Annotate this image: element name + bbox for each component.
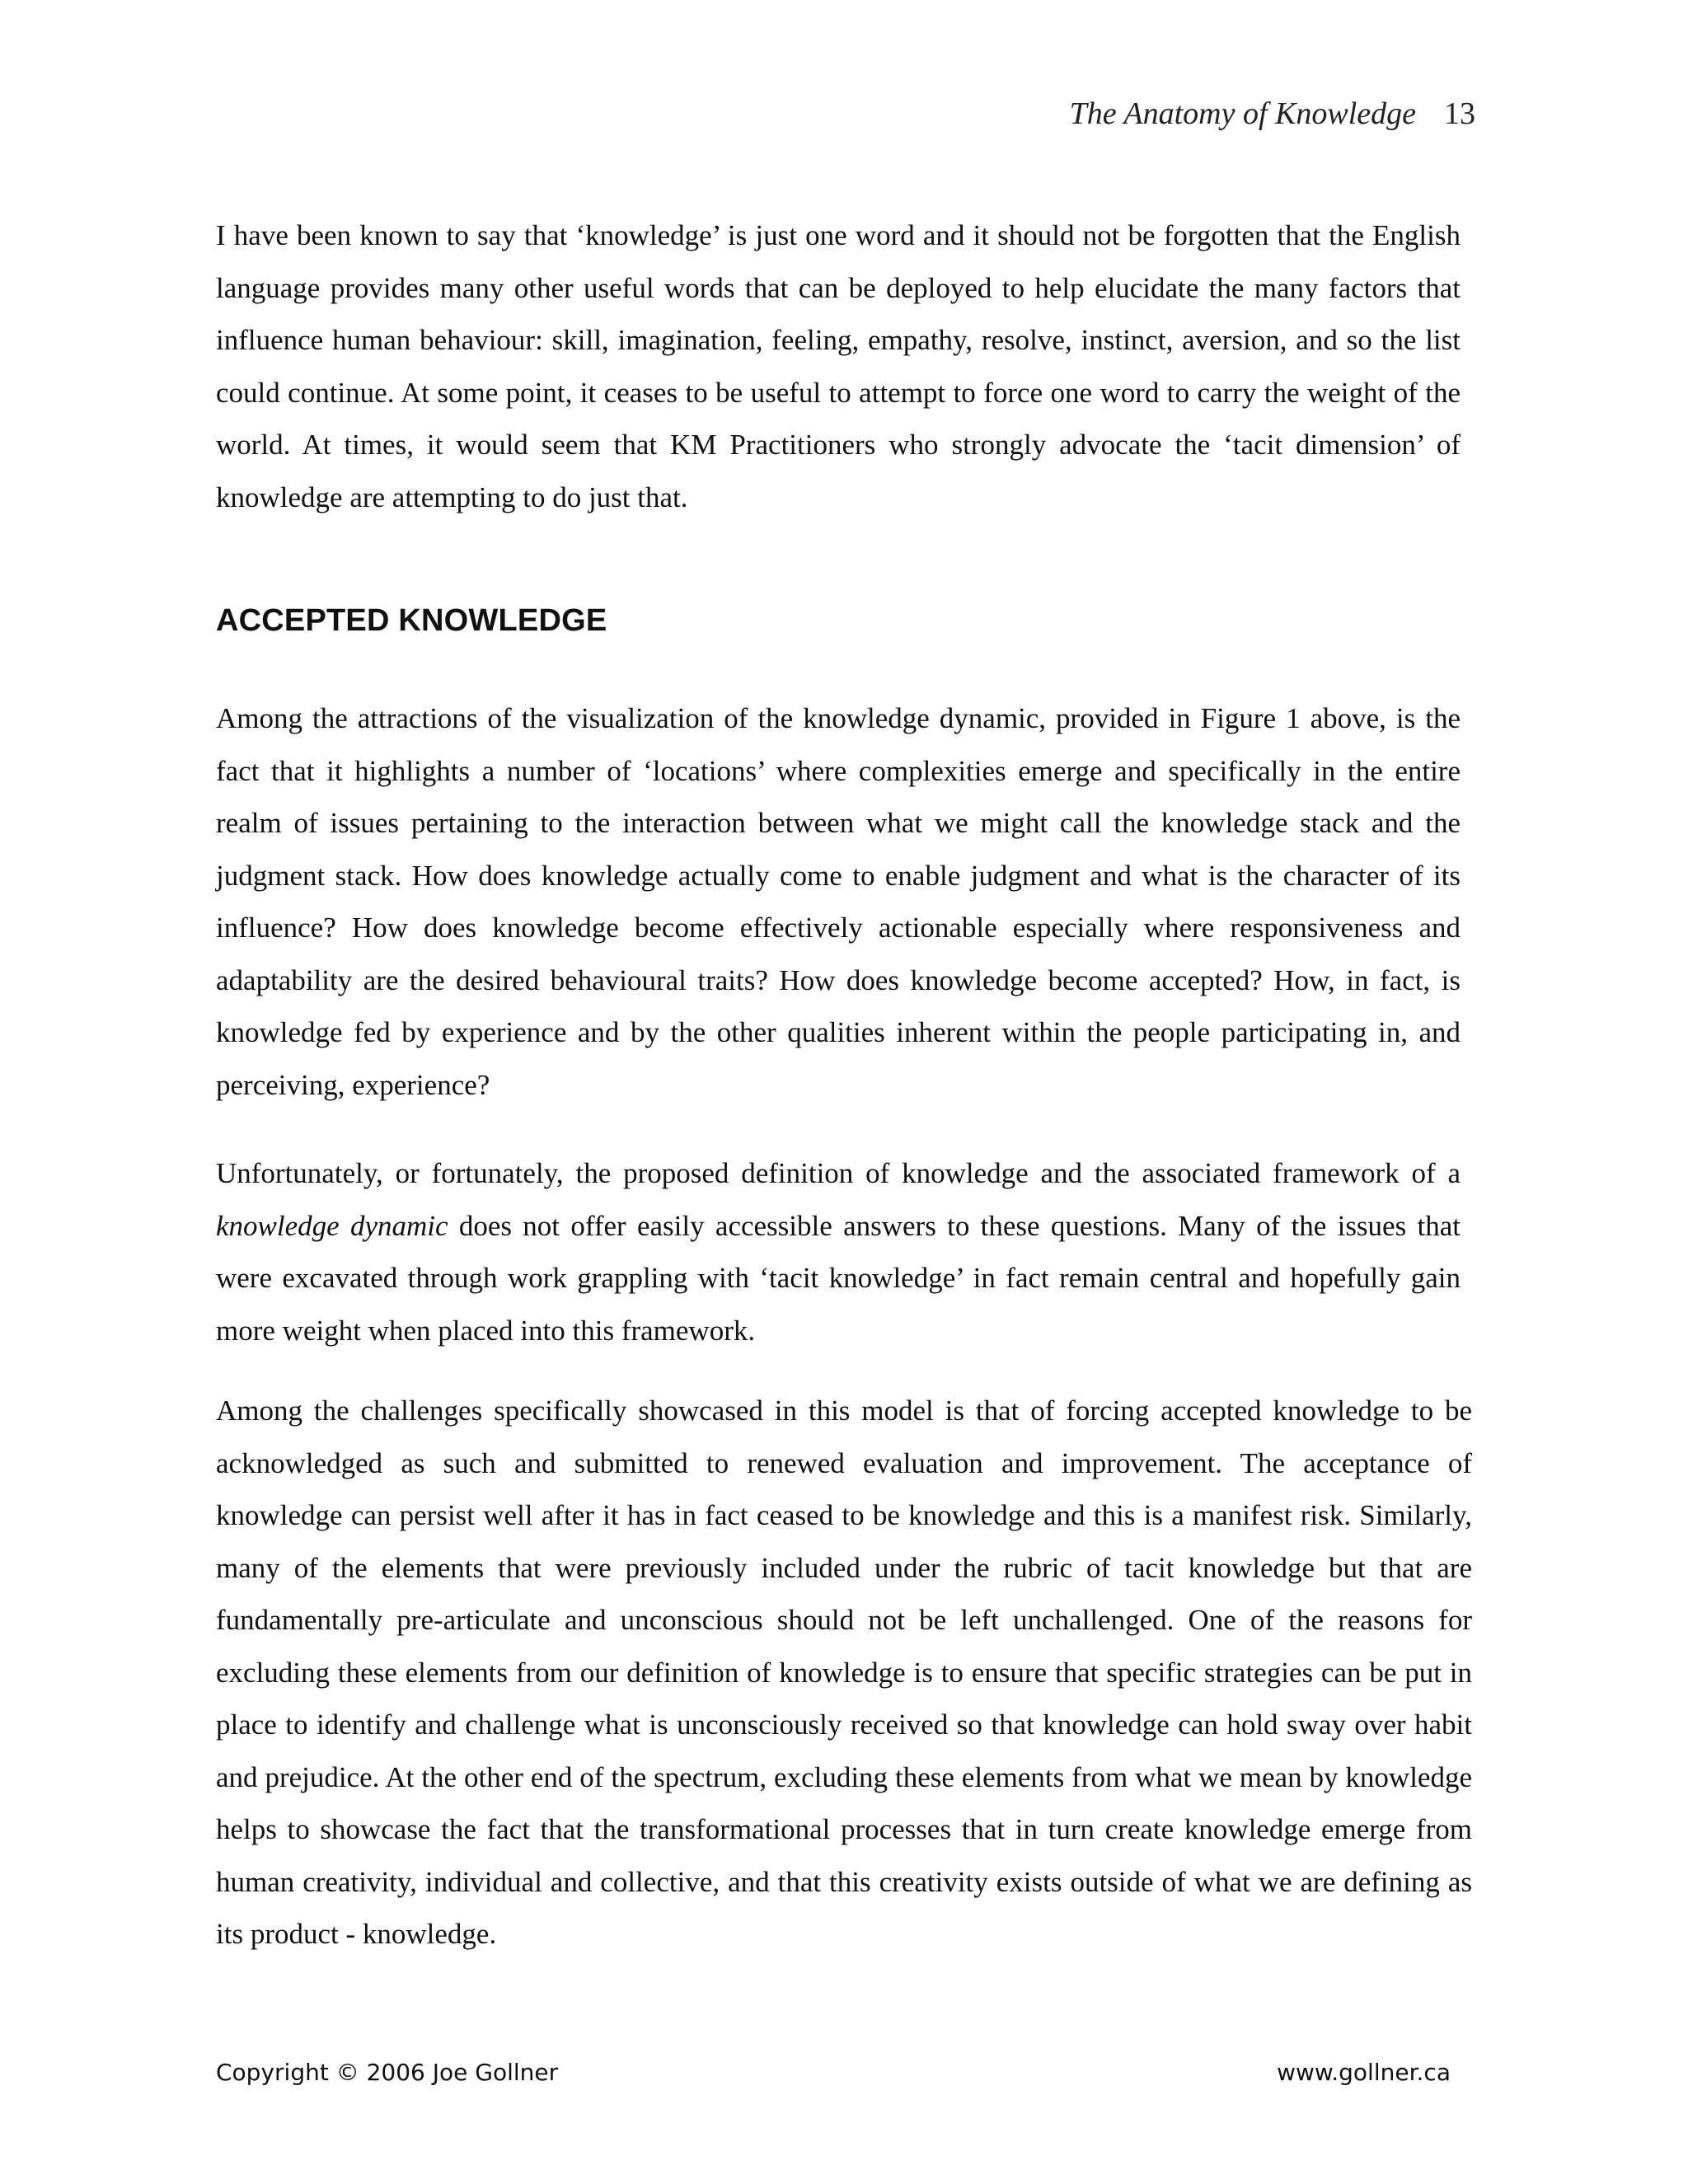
page-number: 13	[1444, 96, 1475, 131]
running-header-title: The Anatomy of Knowledge	[1069, 96, 1416, 131]
body-paragraph-3	[216, 1147, 1461, 1357]
body-paragraph-4: Among the challenges specifically showcased in this model is that of forcing accepted knowledge to be acknowledged as such and submitted to renewed evaluation and improvement. The acceptance of knowledge can persist well after it has in fact ceased to be knowledge and this is a manifest risk. Similarly, many of the elements that were previously included under the rubric of tacit knowledge but that are fundamentally pre-articulate and unconscious should not be left unchallenged. One of the reasons for excluding these elements from our definition of knowledge is to ensure that specific strategies can be put in place to identify and challenge what is unconsciously received so that knowledge can hold sway over habit and prejudice. At the other end of the spectrum, excluding these elements from what we mean by knowledge helps to showcase the fact that the transformational processes that in turn create knowledge emerge from human creativity, individual and collective, and that this creativity exists outside of what we are defining as its product - knowledge.	[216, 1394, 1472, 1950]
body-paragraph-2: Among the attractions of the visualization of the knowledge dynamic, provided in Figure 1 above, is the fact that it highlights a number of ‘locations’ where complexities emerge and specifically in the entire realm of issues pertaining to the interaction between what we might call the knowledge stack and the judgment stack. How does knowledge actually come to enable judgment and what is the character of its influence? How does knowledge become effectively actionable especially where responsiveness and adaptability are the desired behavioural traits? How does knowledge become accepted? How, in fact, is knowledge fed by experience and by the other qualities inherent within the people participating in, and perceiving, experience?	[216, 702, 1461, 1101]
paragraph-3-text-end: does not offer easily accessible answers to these questions. Many of the issues that were excavated through work grappling with ‘tacit knowledge’ in fact remain central and hopefully gain more weight when placed into this framework.	[216, 1209, 1461, 1347]
running-header	[1070, 96, 1475, 132]
body-paragraph-1: I have been known to say that ‘knowledge’ is just one word and it should not be forgotten that the English language provides many other useful words that can be deployed to help elucidate the many factors that influence human behaviour: skill, imagination, feeling, empathy, resolve, instinct, aversion, and so the list could continue. At some point, it ceases to be useful to attempt to force one word to carry the weight of the world. At times, it would seem that KM Practitioners who strongly advocate the ‘tacit dimension’ of knowledge are attempting to do just that.	[216, 219, 1461, 513]
section-heading: ACCEPTED KNOWLEDGE	[216, 603, 607, 638]
footer-copyright: Copyright © 2006 Joe Gollner	[216, 2059, 559, 2086]
paragraph-3-text-start: Unfortunately, or fortunately, the proposed definition of knowledge and the associated framework of a	[216, 1157, 1461, 1189]
paragraph-3-emphasis: knowledge dynamic	[216, 1209, 448, 1242]
footer-website: www.gollner.ca	[1277, 2059, 1451, 2086]
